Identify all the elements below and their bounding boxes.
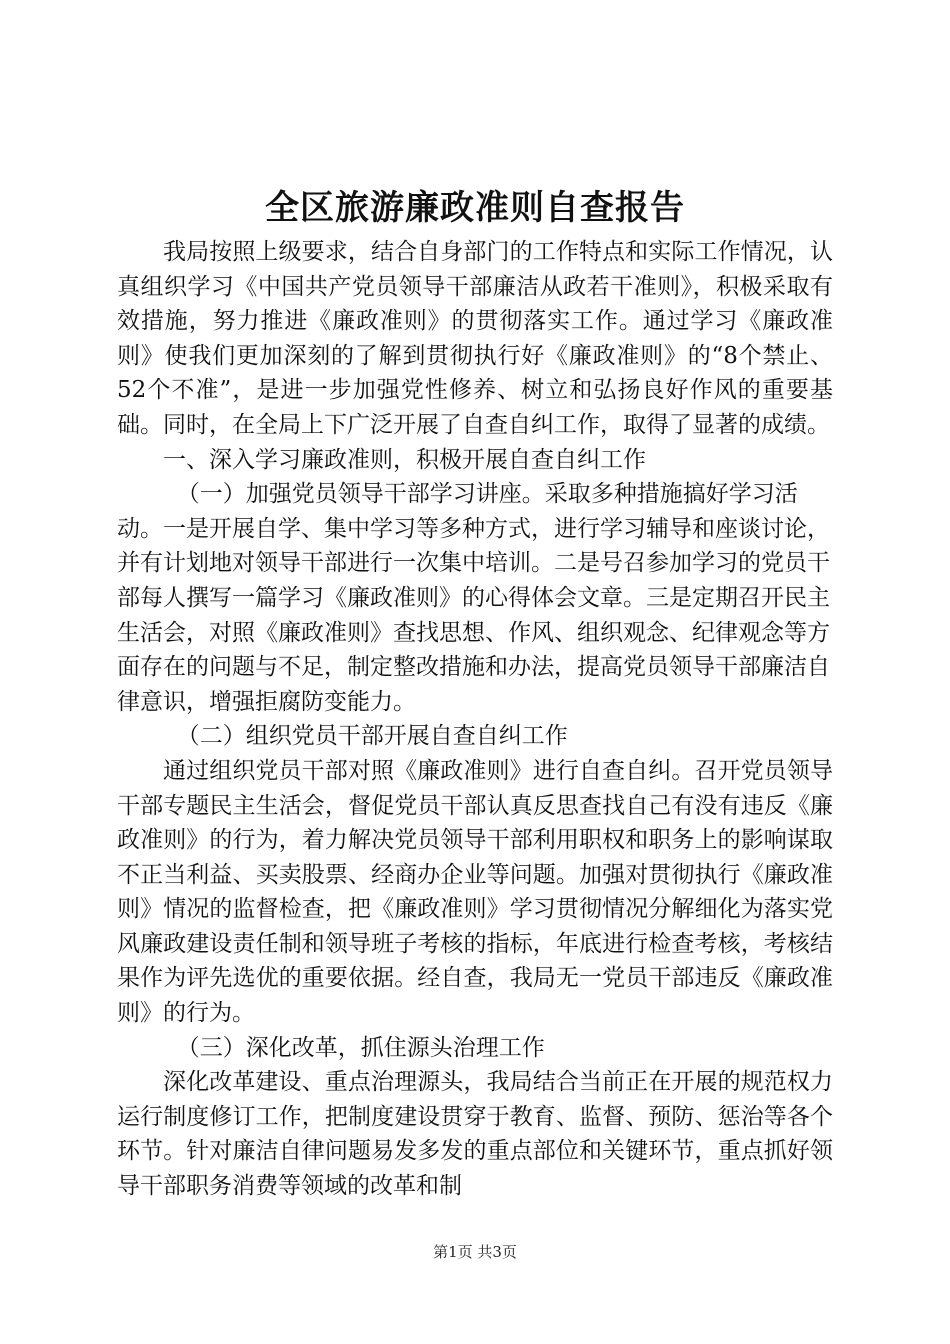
subsection-paragraph-3: 深化改革建设、重点治理源头，我局结合当前正在开展的规范权力运行制度修订工作，把制度建设贯穿于教育、监督、预防、惩治等各个环节。针对廉洁自律问题易发多发的重点部位和关键环节，重点抓好领导干部职务消费等领域的改革和制 [117, 1069, 833, 1200]
section-heading-1: 一、深入学习廉政准则，积极开展自查自纠工作 [163, 446, 646, 473]
intro-paragraph: 我局按照上级要求，结合自身部门的工作特点和实际工作情况，认真组织学习《中国共产党员领导干部廉洁从政若干准则》，积极采取有效措施，努力推进《廉政准则》的贯彻落实工作。通过学习《廉政准则》使我们更加深刻的了解到贯彻执行好《廉政准则》的“8个禁止、52个不准”，是进一步加强党性修养、树立和弘扬良好作风的重要基础。同时，在全局上下广泛开展了自查自纠工作，取得了显著的成绩。 [117, 239, 833, 438]
document-title: 全区旅游廉政准则自查报告 [265, 188, 685, 228]
subsection-paragraph-2: 通过组织党员干部对照《廉政准则》进行自查自纠。召开党员领导干部专题民主生活会，督促党员干部认真反思查找自己有没有违反《廉政准则》的行为，着力解决党员领导干部利用职权和职务上的影响谋取不正当利益、买卖股票、经商办企业等问题。加强对贯彻执行《廉政准则》情况的监督检查，把《廉政准则》学习贯彻情况分解细化为落实党风廉政建设责任制和领导班子考核的指标，年底进行检查考核，考核结果作为评先选优的重要依据。经自查，我局无一党员干部违反《廉政准则》的行为。 [117, 757, 833, 1027]
subsection-heading-3: （三）深化改革，抓住源头治理工作 [176, 1034, 545, 1061]
subsection-paragraph-1: （一）加强党员领导干部学习讲座。采取多种措施搞好学习活动。一是开展自学、集中学习等多种方式，进行学习辅导和座谈讨论，并有计划地对领导干部进行一次集中培训。二是号召参加学习的党员干部每人撰写一篇学习《廉政准则》的心得体会文章。三是定期召开民主生活会，对照《廉政准则》查找思想、作风、组织观念、纪律观念等方面存在的问题与不足，制定整改措施和办法，提高党员领导干部廉洁自律意识，增强拒腐防变能力。 [117, 481, 830, 715]
subsection-heading-2: （二）组织党员干部开展自查自纠工作 [176, 723, 568, 750]
page-number-footer: 第1页 共3页 [433, 1243, 517, 1261]
document-body [117, 235, 833, 1204]
